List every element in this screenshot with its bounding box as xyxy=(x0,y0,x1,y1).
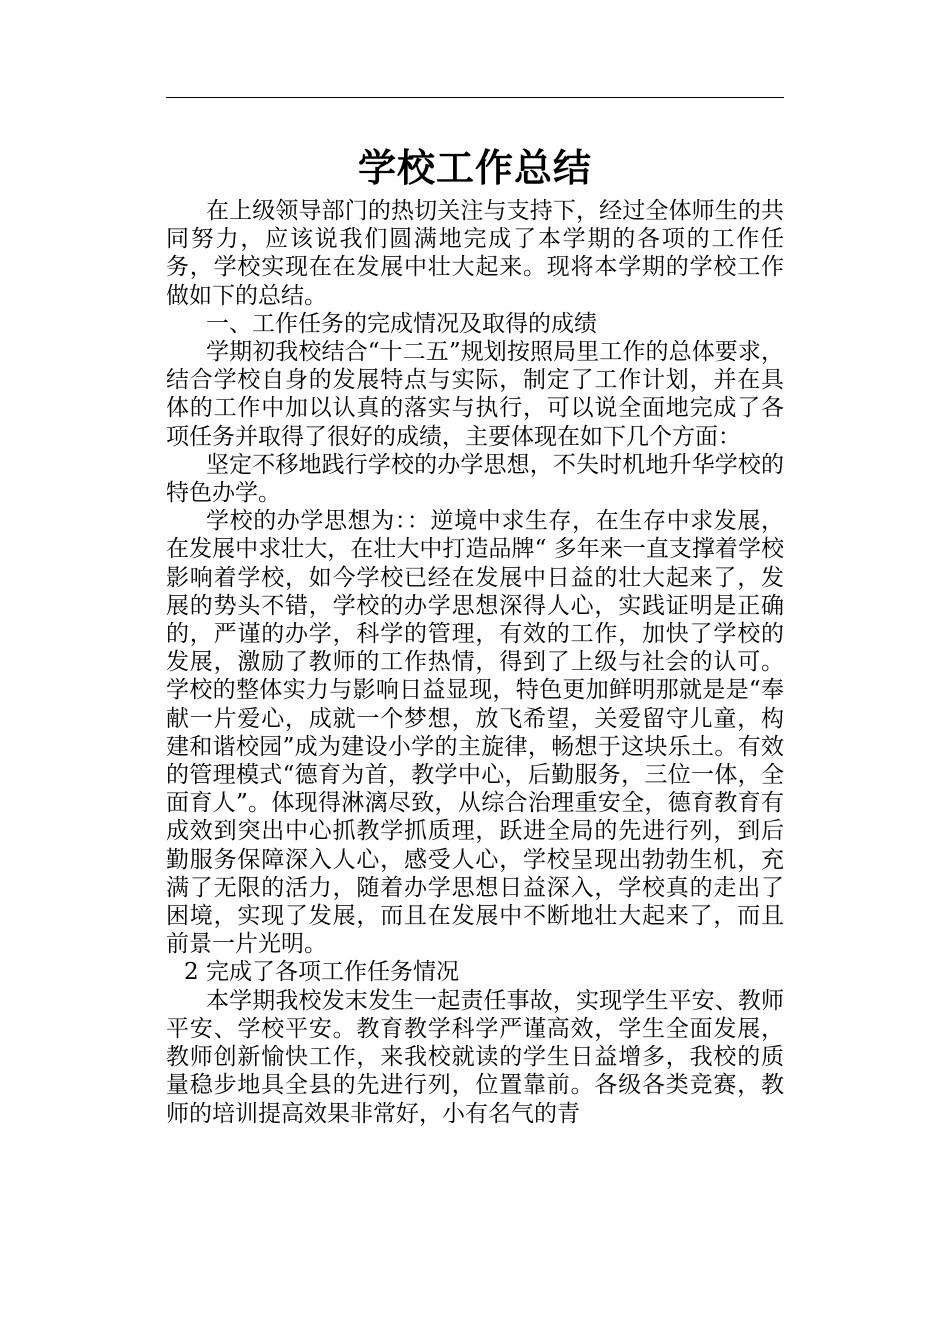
header-rule xyxy=(166,97,784,98)
document-title: 学校工作总结 xyxy=(357,145,592,190)
document-body xyxy=(166,197,784,1128)
paragraph-tasks: 本学期我校发末发生一起责任事故，实现学生平安、教师平安、学校平安。教育教学科学严谨高效，学生全面发展，教师创新愉快工作，来我校就读的学生日益增多，我校的质量稳步地具全县的先进行列，位置靠前。各级各类竞赛，教师的培训提高效果非常好，小有名气的青 xyxy=(166,987,784,1127)
section-heading-2: 2 完成了各项工作任务情况 xyxy=(184,959,459,986)
paragraph-philosophy: 学校的办学思想为：：逆境中求生存，在生存中求发展，在发展中求壮大，在壮大中打造品牌“ 多年来一直支撑着学校影响着学校，如今学校已经在发展中日益的壮大起来了，发展的势头不错，学校的办学思想深得人心，实践证明是正确的，严谨的办学，科学的管理，有效的工作，加快了学校的发展，激励了教师的工作热情，得到了上级与社会的认可。学校的整体实力与影响日益显现，特色更加鲜明那就是是“奉献一片爱心，成就一个梦想，放飞希望，关爱留守儿童，构建和谐校园”成为建设小学的主旋律，畅想于这块乐土。有效的管理模式“德育为首，教学中心，后勤服务，三位一体，全面育人”。体现得淋漓尽致，从综合治理重安全，德育教育有成效到突出中心抓教学抓质理，跃进全局的先进行列，到后勤服务保障深入人心，感受人心，学校呈现出勃勃生机，充满了无限的活力，随着办学思想日益深入，学校真的走出了困境，实现了发展，而且在发展中不断地壮大起来了，而且前景一片光明。 xyxy=(166,508,784,958)
paragraph-principle: 坚定不移地践行学校的办学思想，不失时机地升华学校的特色办学。 xyxy=(166,451,784,507)
section-heading-1: 一、工作任务的完成情况及取得的成绩 xyxy=(206,310,597,337)
paragraph-intro: 在上级领导部门的热切关注与支持下，经过全体师生的共同努力，应该说我们圆满地完成了本学期的各项的工作任务，学校实现在在发展中壮大起来。现将本学期的学校工作做如下的总结。 xyxy=(166,198,784,309)
paragraph-plan: 学期初我校结合“十二五”规划按照局里工作的总体要求，结合学校自身的发展特点与实际，制定了工作计划，并在具体的工作中加以认真的落实与执行，可以说全面地完成了各项任务并取得了很好的成绩，主要体现在如下几个方面： xyxy=(166,339,784,450)
